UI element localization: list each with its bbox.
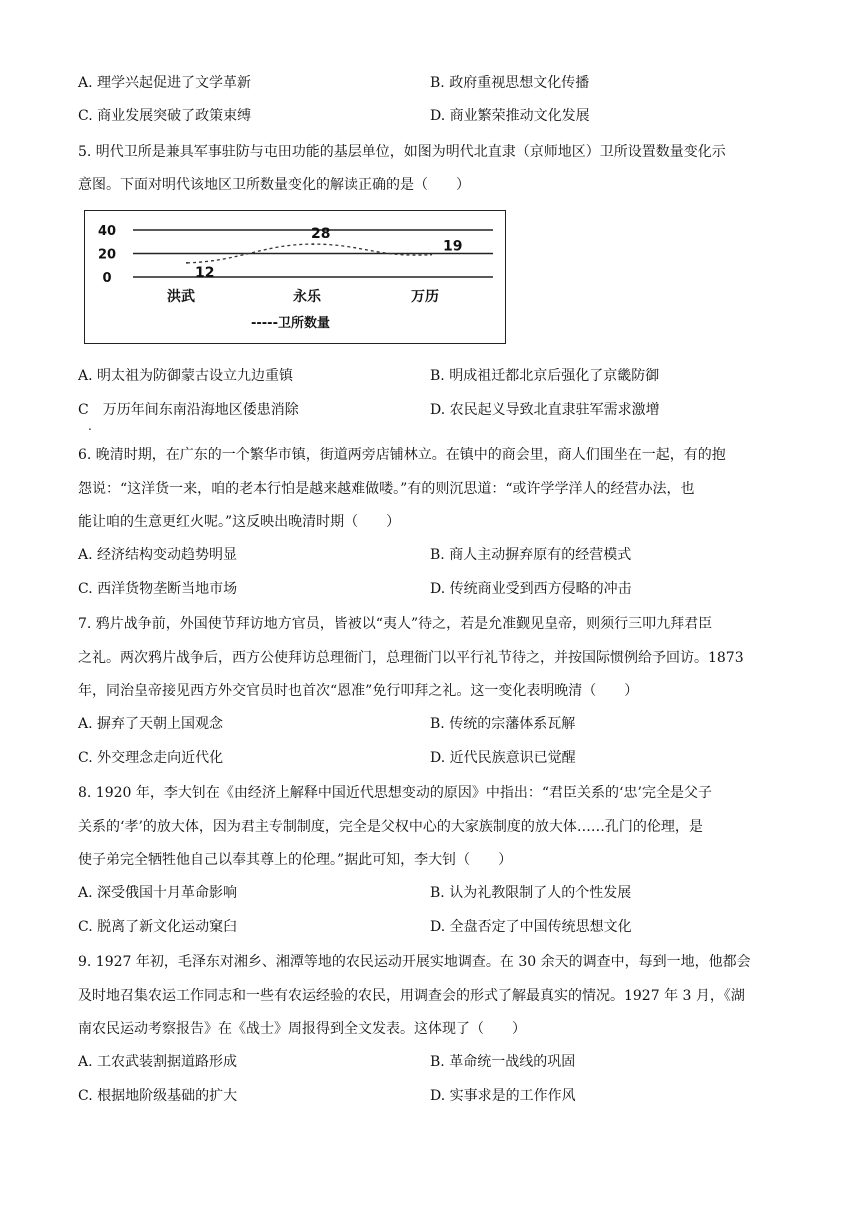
y-tick-label-20: 20 — [97, 247, 117, 263]
value-label-洪武: 12 — [195, 264, 215, 281]
q5-option-b: B. 明成祖迁都北京后强化了京畿防御 — [430, 368, 660, 384]
q8-stem-line-3: 使子弟完全牺牲他自己以奉其尊上的伦理。”据此可知，李大钊（ ） — [78, 852, 513, 868]
y-tick-label-40: 40 — [97, 224, 117, 239]
q6-stem-line-3: 能让咱的生意更红火呢。”这反映出晚清时期（ ） — [78, 514, 401, 530]
q9-stem-line-1: 9. 1927 年初，毛泽东对湘乡、湘潭等地的农民运动开展实地调查。在 30 余天的调查中，每到一地，他都会 — [78, 954, 751, 970]
data-point-万历 — [430, 254, 432, 256]
q8-stem-line-2: 关系的‘孝’的放大体，因为君主专制制度，完全是父权中心的大家族制度的放大体……孔门的伦理，是 — [78, 819, 703, 835]
q5-chart-svg — [85, 211, 507, 345]
y-tick-label-0: 0 — [102, 271, 112, 286]
q5-option-d: D. 农民起义导致北直隶驻军需求激增 — [430, 402, 660, 418]
q9-stem-line-3: 南农民运动考察报告》在《战士》周报得到全文发表。这体现了（ ） — [78, 1021, 526, 1037]
value-label-永乐: 28 — [311, 226, 331, 243]
q9-option-a: A. 工农武装割据道路形成 — [78, 1054, 238, 1070]
x-tick-label-永乐: 永乐 — [293, 289, 321, 305]
q4-option-c: C. 商业发展突破了政策束缚 — [78, 108, 252, 124]
q7-stem-line-3: 年，同治皇帝接见西方外交官员时也首次“恩准”免行叩拜之礼。这一变化表明晚清（ ） — [78, 683, 639, 699]
value-label-万历: 19 — [443, 238, 463, 255]
q7-stem-line-1: 7. 鸦片战争前，外国使节拜访地方官员，皆被以“夷人”待之，若是允准觐见皇帝，则须行三叩九拜君臣 — [78, 616, 713, 632]
data-point-永乐 — [312, 243, 314, 245]
q5-stem-line-1: 5. 明代卫所是兼具军事驻防与屯田功能的基层单位，如图为明代北直隶（京师地区）卫所设置数量变化示 — [78, 144, 726, 160]
q8-option-c: C. 脱离了新文化运动窠臼 — [78, 919, 238, 935]
q8-option-a: A. 深受俄国十月革命影响 — [78, 885, 238, 901]
q6-option-a: A. 经济结构变动趋势明显 — [78, 547, 238, 563]
x-tick-label-洪武: 洪武 — [167, 289, 195, 305]
q6-option-d: D. 传统商业受到西方侵略的冲击 — [430, 581, 632, 597]
q6-option-b: B. 商人主动摒弃原有的经营模式 — [430, 547, 632, 563]
q7-option-d: D. 近代民族意识已觉醒 — [430, 750, 576, 766]
q8-stem-line-1: 8. 1920 年，李大钊在《由经济上解释中国近代思想变动的原因》中指出：“君臣关系的‘忠’完全是父子 — [78, 785, 712, 801]
legend-weisuo: -----卫所数量 — [251, 316, 330, 331]
q7-option-a: A. 摒弃了天朝上国观念 — [78, 716, 224, 732]
q9-stem-line-2: 及时地召集农运工作同志和一些有农运经验的农民，用调查会的形式了解最真实的情况。1927 年 3 月，《湖 — [78, 988, 745, 1004]
q5-option-a: A. 明太祖为防御蒙古设立九边重镇 — [78, 368, 294, 384]
q5-option-c: C 万历年间东南沿海地区倭患消除 — [78, 402, 299, 418]
q9-option-b: B. 革命统一战线的巩固 — [430, 1054, 576, 1070]
q6-stem-line-1: 6. 晚清时期，在广东的一个繁华市镇，街道两旁店铺林立。在镇中的商会里，商人们围坐在一起，有的抱 — [78, 447, 726, 463]
q7-stem-line-2: 之礼。两次鸦片战争后，西方公使拜访总理衙门，总理衙门以平行礼节待之，并按国际惯例给予回访。1873 — [78, 650, 744, 666]
q8-option-b: B. 认为礼教限制了人的个性发展 — [430, 885, 632, 901]
q4-option-d: D. 商业繁荣推动文化发展 — [430, 108, 590, 124]
q8-option-d: D. 全盘否定了中国传统思想文化 — [430, 919, 632, 935]
stray-mark: . — [88, 419, 92, 433]
q5-stem-line-2: 意图。下面对明代该地区卫所数量变化的解读正确的是（ ） — [78, 177, 470, 193]
q7-option-c: C. 外交理念走向近代化 — [78, 750, 224, 766]
q4-option-a: A. 理学兴起促进了文学革新 — [78, 75, 252, 91]
data-point-洪武 — [186, 262, 188, 264]
q4-option-b: B. 政府重视思想文化传播 — [430, 75, 590, 91]
q6-stem-line-2: 怨说：“这洋货一来，咱的老本行怕是越来越难做喽。”有的则沉思道：“或许学学洋人的经营办法，也 — [78, 481, 695, 497]
q9-option-c: C. 根据地阶级基础的扩大 — [78, 1088, 238, 1104]
q6-option-c: C. 西洋货物垄断当地市场 — [78, 581, 238, 597]
q9-option-d: D. 实事求是的工作作风 — [430, 1088, 576, 1104]
q7-option-b: B. 传统的宗藩体系瓦解 — [430, 716, 576, 732]
q5-chart — [84, 210, 506, 344]
x-tick-label-万历: 万历 — [411, 289, 439, 305]
